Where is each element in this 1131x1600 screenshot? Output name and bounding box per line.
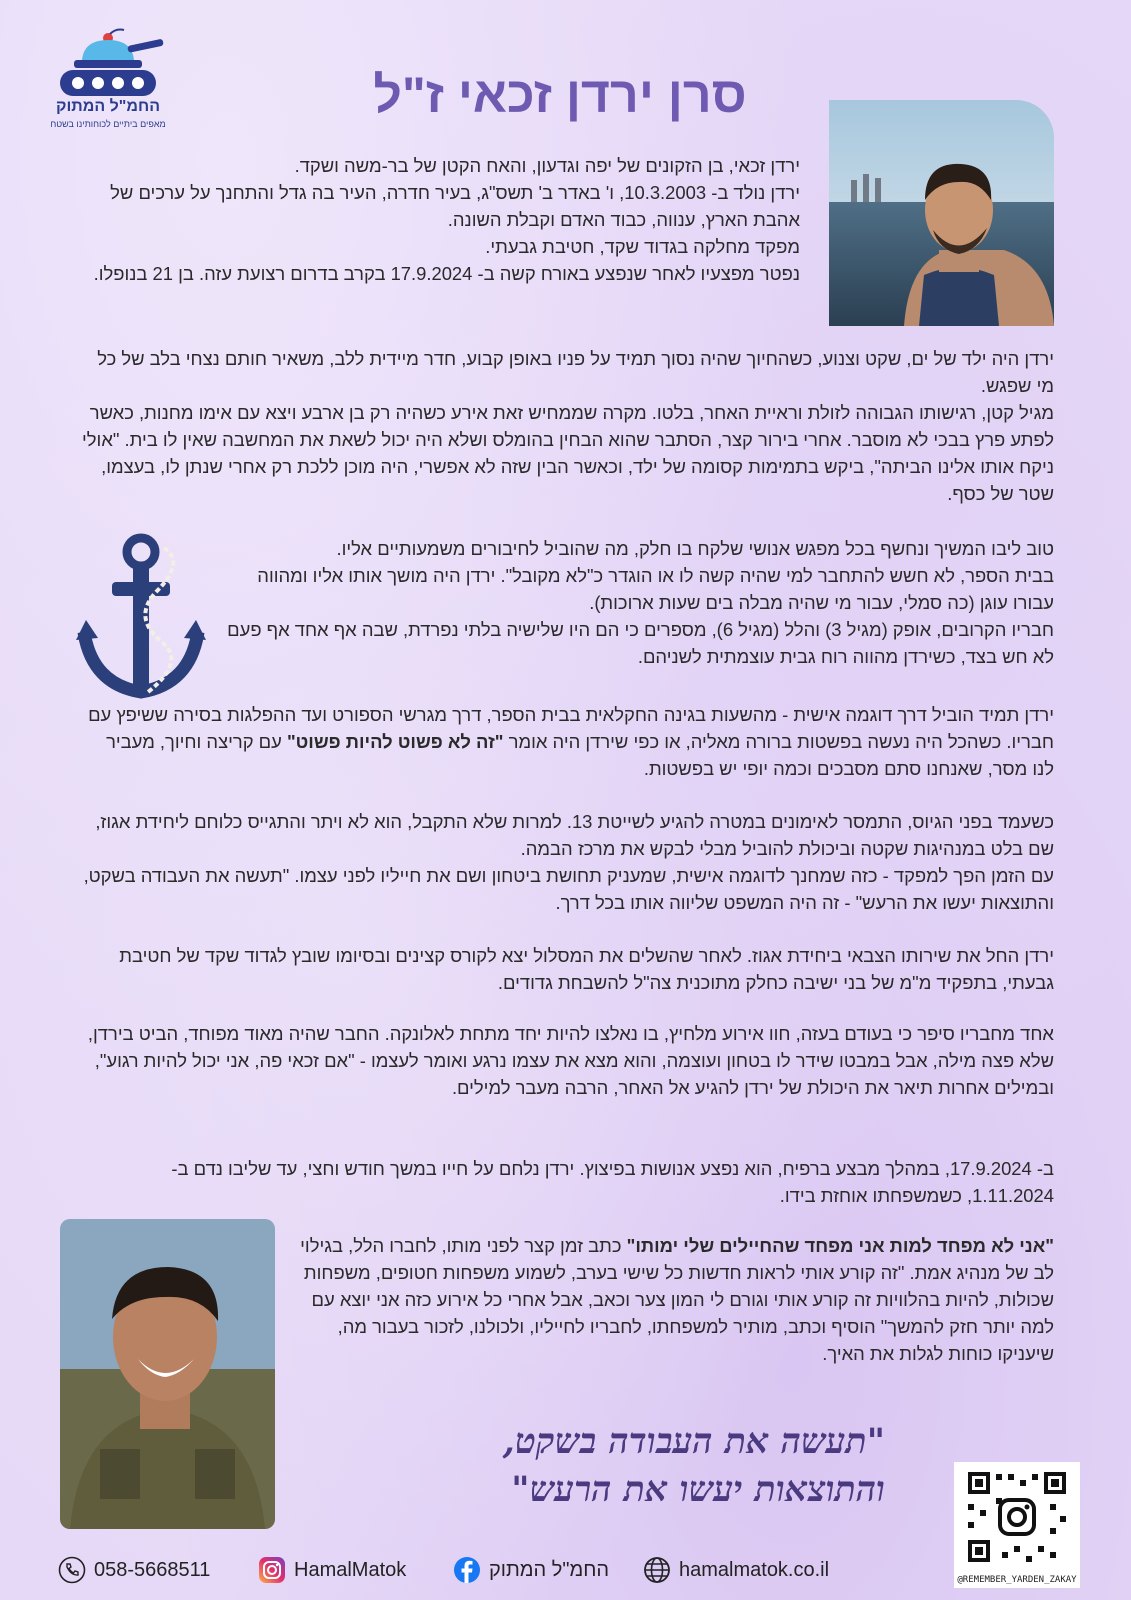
intro-line: מפקד מחלקה בגדוד שקד, חטיבת גבעתי. bbox=[485, 236, 800, 257]
paragraph: ירדן החל את שירותו הצבאי ביחידת אגוז. לאחר שהשלים את המסלול יצא לקורס קצינים ובסיומו שובץ לגדוד שקד של חטיבת גבעתי, בתפקיד מ"מ של בני ישיבה כחלק מתוכנית צה"ל להשבחת גדודים. bbox=[119, 945, 1054, 993]
paragraph: ב- 17.9.2024, במהלך מבצע ברפיח, הוא נפצע אנושות בפיצוץ. ירדן נלחם על חייו במשך חודש וחצי, עד שליבו נדם ב- 1.11.2024, כשמשפחתו אוחזת בידו. bbox=[171, 1158, 1054, 1206]
brand-logo bbox=[44, 26, 172, 140]
wounded-section bbox=[80, 1155, 1054, 1209]
website-url: hamalmatok.co.il bbox=[679, 1558, 830, 1581]
footer-contacts bbox=[58, 1554, 858, 1586]
kindness-section bbox=[214, 535, 1054, 670]
paragraph: טוב ליבו המשיך ונחשף בכל מפגש אנושי שלקח בו חלק, מה שהוביל לחיבורים משמעותיים אליו. bbox=[336, 538, 1054, 559]
quote-line: והתוצאות יעשו את הרעש" bbox=[511, 1469, 885, 1510]
anchor-icon bbox=[76, 532, 206, 702]
portrait-sea-photo bbox=[829, 100, 1054, 326]
service-section bbox=[80, 942, 1054, 996]
example-section bbox=[80, 701, 1054, 782]
logo-tagline: מאפים ביתיים לכוחותינו בשטח bbox=[50, 119, 166, 129]
phone-number: 058-5668511 bbox=[94, 1558, 211, 1581]
qr-handle: @REMEMBER_YARDEN_ZAKAY bbox=[957, 1575, 1077, 1585]
paragraph: "אני לא מפחד למות אני מפחד שהחיילים שלי ימותו" כתב זמן קצר לפני מותו, לחברו הלל, בגילוי לב של מנהיג אמת. "זה קורע אותי לראות חדשות כל שישי בערב, לשמוע משפחות חטופים, משפחות שכולות, להיות בהלוויות זה קורע אותי וגורם לי המון צער וכאב, אבל אחרי כל אירוע כזה אני יוצא עם למה יותר חזק להמשך" הוסיף וכתב, מותיר למשפחתו, לחבריו לחייליו, ולכולנו, לזכור בעבור מה, שיעניקו כוחות לגלות את האיך. bbox=[300, 1235, 1054, 1364]
bold-quote: "אני לא מפחד למות אני מפחד שהחיילים שלי ימותו" bbox=[626, 1235, 1054, 1256]
quote-line: "תעשה את העבודה בשקט, bbox=[502, 1421, 885, 1462]
footer-phone[interactable] bbox=[58, 1554, 210, 1586]
facebook-icon bbox=[453, 1556, 481, 1584]
instagram-icon bbox=[258, 1556, 286, 1584]
childhood-section bbox=[80, 345, 1054, 507]
paragraph: ירדן היה ילד של ים, שקט וצנוע, כשהחיוך שהיה נסוך תמיד על פניו באופן קבוע, חדר מיידית ללב, משאיר חותם נצחי בלב של כל מי שפגש. bbox=[97, 348, 1054, 396]
intro-line: נפטר מפצעיו לאחר שנפצע באורח קשה ב- 17.9.2024 בקרב בדרום רצועת עזה. בן 21 בנופלו. bbox=[93, 263, 800, 284]
army-section bbox=[80, 808, 1054, 916]
paragraph: בבית הספר, לא חשש להתחבר למי שהיה קשה לו או הוגדר כ"לא מקובל". ירדן היה מושך אותו אליו ומהווה עבורו עוגן (כה סמלי, עבור מי שהיה מבלה בים שעות ארוכות). bbox=[257, 565, 1054, 613]
closing-quote bbox=[455, 1418, 885, 1514]
tank-cake-icon bbox=[44, 26, 172, 100]
intro-section bbox=[66, 152, 800, 287]
footer-facebook[interactable] bbox=[453, 1554, 609, 1586]
footer-instagram[interactable] bbox=[258, 1554, 406, 1586]
intro-line: ירדן זכאי, בן הזקונים של יפה וגדעון, והאח הקטן של בר-משה ושקד. bbox=[294, 155, 800, 176]
letter-section bbox=[300, 1232, 1054, 1367]
instagram-qr-code[interactable] bbox=[954, 1462, 1080, 1588]
footer-website[interactable] bbox=[643, 1554, 829, 1586]
paragraph: מגיל קטן, רגישותו הגבוהה לזולת וראיית האחר, בלטו. מקרה שממחיש זאת אירע כשהיה רק בן ארבע ויצא עם אימו מחנות, כאשר לפתע פרץ בבכי לא מוסבר. אחרי בירור קצר, הסתבר שהוא הבחין בהומלס ושלא היה יכול לשאת את המחשבה שאין לו בית. "אולי ניקח אותו אלינו הביתה", ביקש בתמימות קסומה של ילד, וכאשר הבין שזה לא אפשרי, היה מוכן ללכת רק אחרי שנתן לו, בעצמו, שטר של כסף. bbox=[82, 402, 1054, 504]
bold-quote: "זה לא פשוט להיות פשוט" bbox=[286, 731, 504, 752]
paragraph: חבריו הקרובים, אופק (מגיל 3) והלל (מגיל 6), מספרים כי הם היו שלישיה בלתי נפרדת, שבה אף אחד אף פעם לא חש בצד, כשירדן מהווה רוח גבית עוצמתית לשניהם. bbox=[227, 619, 1054, 667]
logo-name: החמ"ל המתוק bbox=[55, 98, 160, 115]
paragraph: עם הזמן הפך למפקד - כזה שמחנך לדוגמה אישית, שמעניק תחושת ביטחון ושם את חייליו לפני עצמו. "תעשה את העבודה בשקט, והתוצאות יעשו את הרעש" - זה היה המשפט שליווה אותו בכל דרך. bbox=[83, 865, 1054, 913]
paragraph: כשעמד בפני הגיוס, התמסר לאימונים במטרה להגיע לשייטת 13. למרות שלא התקבל, הוא לא ויתר והתגייס כלוחם ליחידת אגוז, שם בלט במנהיגות שקטה וביכולת להוביל מבלי לבקש את מרכז הבמה. bbox=[95, 811, 1054, 859]
page-title: סרן ירדן זכאי ז"ל bbox=[373, 67, 747, 123]
facebook-page: החמ"ל המתוק bbox=[489, 1558, 610, 1581]
gaza-story-section bbox=[80, 1020, 1054, 1101]
globe-icon bbox=[643, 1556, 671, 1584]
paragraph: אחד מחבריו סיפר כי בעודם בעזה, חוו אירוע מלחיץ, בו נאלצו להיות יחד מתחת לאלונקה. החבר שהיה מאוד מפוחד, הביט בירדן, שלא פצה מילה, אבל במבטו שידר לו בטחון ועוצמה, והוא מצא את עצמו נרגע ואומר לעצמו - "אם זכאי פה, אני יכול להיות רגוע", ובמילים אחרות תיאר את היכולת של ירדן להגיע אל האחר, הרבה מעבר למילים. bbox=[87, 1023, 1054, 1098]
intro-line: ירדן נולד ב- 10.3.2003, ו' באדר ב' תשס"ג, בעיר חדרה, העיר בה גדל והתחנך על ערכים של אהבת הארץ, ענווה, כבוד האדם וקבלת השונה. bbox=[110, 182, 800, 230]
phone-icon bbox=[58, 1556, 86, 1584]
paragraph: ירדן תמיד הוביל דרך דוגמה אישית - מהשעות בגינה החקלאית בבית הספר, דרך מגרשי הספורט ועד ההפלגות בסירה ששיפץ עם חבריו. כשהכל היה נעשה בפשטות ברורה מאליה, או כפי שירדן היה אומר "זה לא פשוט להיות פשוט" עם קריצה וחיוך, מעביר לנו מסר, שאנחנו סתם מסבכים וכמה יופי יש בפשטות. bbox=[88, 704, 1054, 779]
instagram-handle: HamalMatok bbox=[294, 1558, 407, 1581]
portrait-uniform-photo bbox=[60, 1219, 275, 1529]
